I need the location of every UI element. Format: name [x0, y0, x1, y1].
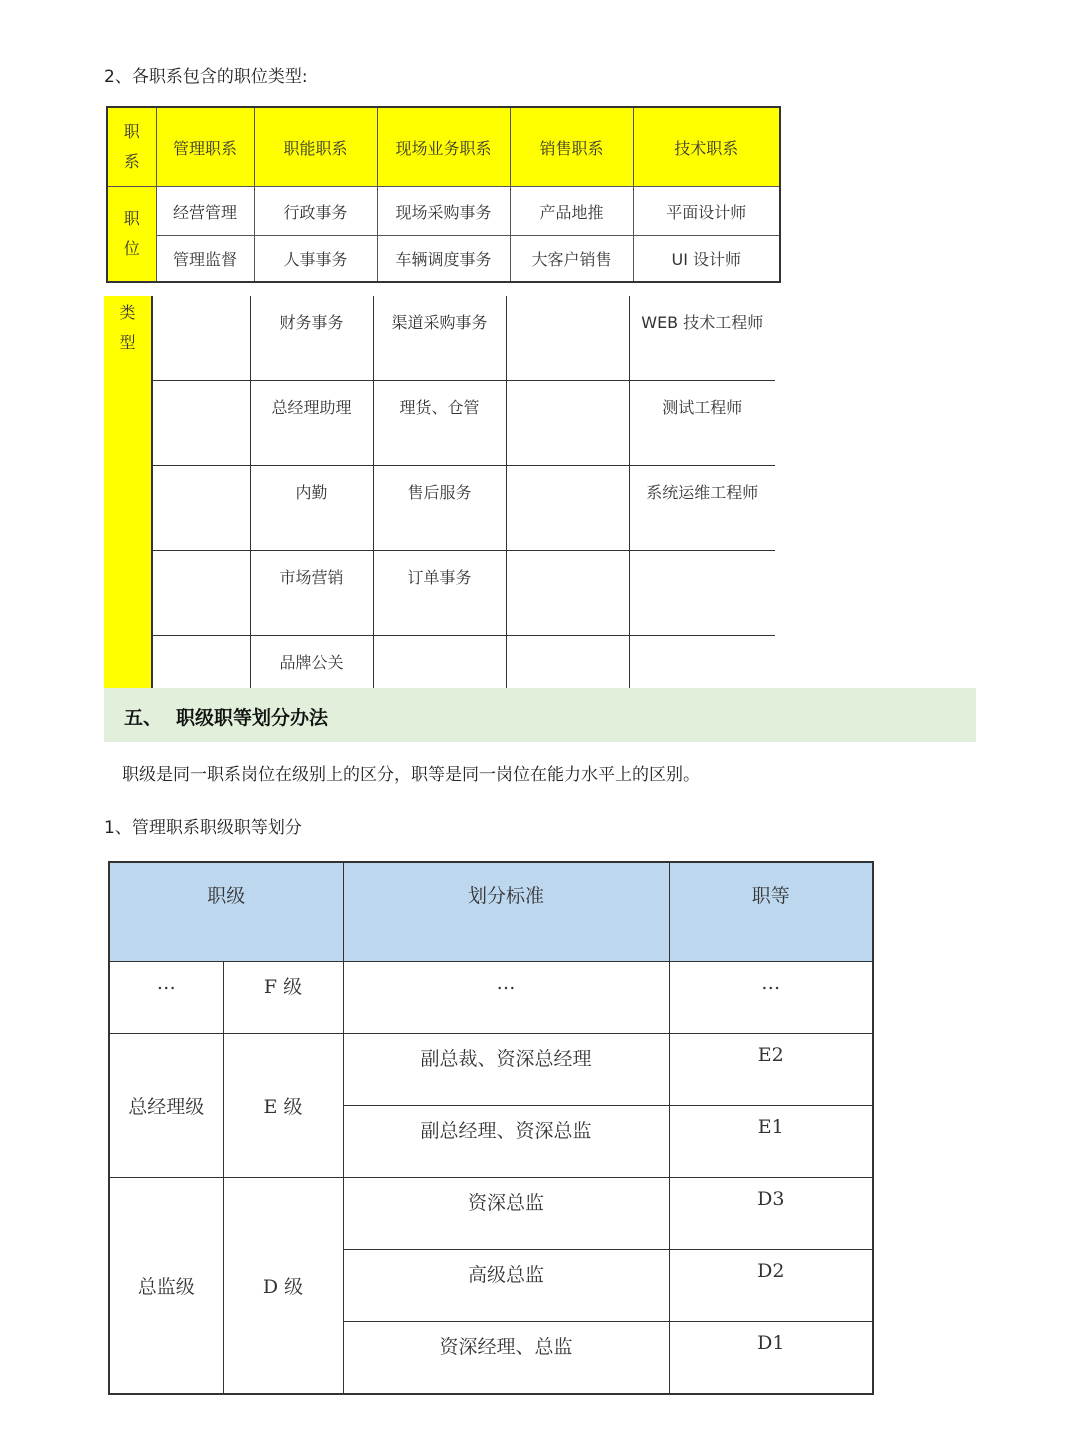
table-cell: 总经理助理 [250, 381, 373, 466]
table-cell: 财务事务 [250, 296, 373, 381]
table-cell: 售后服务 [373, 466, 506, 551]
table-cell: … [109, 962, 223, 1034]
table-cell: D1 [669, 1322, 873, 1395]
table-row [109, 862, 873, 962]
header-cell-level: 职级 [109, 862, 343, 962]
table-cell: 大客户销售 [510, 236, 633, 283]
table-row [109, 1178, 873, 1250]
table-cell: 总监级 [109, 1178, 223, 1395]
table-cell [506, 381, 629, 466]
intro-heading: 2、各职系包含的职位类型: [104, 67, 308, 87]
section-header [104, 688, 976, 742]
job-family-header-table [106, 106, 781, 283]
side-header-cell: 职 系 [107, 107, 156, 187]
table-row [104, 551, 775, 636]
table-cell: … [669, 962, 873, 1034]
table-cell: 经营管理 [156, 187, 254, 236]
table-row [104, 381, 775, 466]
header-cell: 销售职系 [510, 107, 633, 187]
table-cell: 品牌公关 [250, 636, 373, 722]
header-cell-grade: 职等 [669, 862, 873, 962]
table-cell [152, 296, 250, 381]
table-row [107, 236, 780, 283]
header-cell: 技术职系 [633, 107, 780, 187]
table-cell: D 级 [223, 1178, 343, 1395]
section-title: 职级职等划分办法 [176, 707, 329, 729]
table-cell: 资深经理、总监 [343, 1322, 669, 1395]
table-cell [629, 551, 775, 636]
table-cell: 订单事务 [373, 551, 506, 636]
table-cell: 现场采购事务 [377, 187, 510, 236]
table-cell: 产品地推 [510, 187, 633, 236]
table-cell [152, 381, 250, 466]
table-cell: 系统运维工程师 [629, 466, 775, 551]
table-row [104, 466, 775, 551]
table-cell [152, 466, 250, 551]
table-row [107, 187, 780, 236]
table-cell: 管理监督 [156, 236, 254, 283]
table-cell: 行政事务 [254, 187, 377, 236]
table-cell: WEB 技术工程师 [629, 296, 775, 381]
table-row [104, 296, 775, 381]
table-cell: D3 [669, 1178, 873, 1250]
table-cell: 副总经理、资深总监 [343, 1106, 669, 1178]
section-subheading: 1、管理职系职级职等划分 [104, 818, 302, 838]
table-cell [152, 551, 250, 636]
table-row [109, 1034, 873, 1106]
table-cell: D2 [669, 1250, 873, 1322]
table-cell: 资深总监 [343, 1178, 669, 1250]
grade-table [108, 861, 874, 1395]
table-cell: E1 [669, 1106, 873, 1178]
section-number: 五、 [124, 707, 163, 729]
table-cell: F 级 [223, 962, 343, 1034]
table-cell: 测试工程师 [629, 381, 775, 466]
table-cell: 渠道采购事务 [373, 296, 506, 381]
header-cell: 职能职系 [254, 107, 377, 187]
table-cell: 高级总监 [343, 1250, 669, 1322]
table-cell: 人事事务 [254, 236, 377, 283]
table-cell: 总经理级 [109, 1034, 223, 1178]
table-cell: 平面设计师 [633, 187, 780, 236]
side-position-cell: 职 位 [107, 187, 156, 283]
table-cell: 理货、仓管 [373, 381, 506, 466]
table-cell [506, 296, 629, 381]
header-cell-criteria: 划分标准 [343, 862, 669, 962]
table-row [107, 107, 780, 187]
header-cell: 管理职系 [156, 107, 254, 187]
table-cell: UI 设计师 [633, 236, 780, 283]
table-cell [506, 466, 629, 551]
table-cell [506, 551, 629, 636]
side-type-cell: 类 型 [104, 296, 152, 721]
table-cell: E2 [669, 1034, 873, 1106]
table-cell: 内勤 [250, 466, 373, 551]
position-type-table [104, 296, 775, 722]
section-paragraph: 职级是同一职系岗位在级别上的区分，职等是同一岗位在能力水平上的区别。 [122, 765, 700, 785]
table-cell: 副总裁、资深总经理 [343, 1034, 669, 1106]
table-cell: 车辆调度事务 [377, 236, 510, 283]
table-cell: E 级 [223, 1034, 343, 1178]
table-cell: 市场营销 [250, 551, 373, 636]
header-cell: 现场业务职系 [377, 107, 510, 187]
table-row [109, 962, 873, 1034]
table-cell: … [343, 962, 669, 1034]
